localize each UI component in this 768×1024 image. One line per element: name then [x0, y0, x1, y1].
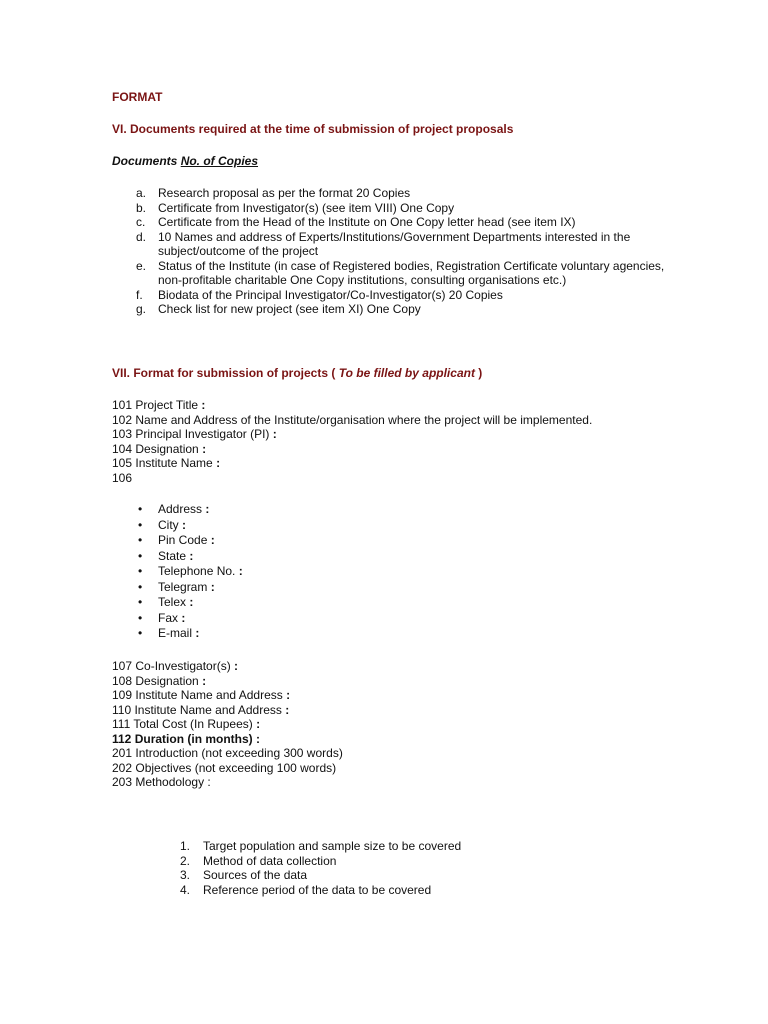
field-colon: : [207, 579, 215, 594]
list-marker: 4. [180, 882, 191, 897]
list-item-text: Target population and sample size to be covered [203, 839, 462, 853]
section-7-heading-suffix: ) [474, 366, 483, 380]
field-label: State [158, 548, 187, 563]
field-colon: : [186, 548, 194, 563]
field-label: City [158, 517, 179, 532]
list-marker: e. [136, 258, 147, 273]
list-item [180, 868, 461, 883]
list-marker: d. [136, 229, 147, 244]
list-item-text: Status of the Institute (in case of Registered bodies, Registration Certificate voluntary agencies, non-profitable charitable One Copy institutions, consulting organisations etc.) [158, 258, 665, 287]
field-label: 202 Objectives (not exceeding 100 words) [112, 760, 337, 775]
form-field [112, 775, 672, 790]
column-headers [112, 154, 258, 168]
field-label: 109 Institute Name and Address [112, 688, 283, 702]
bullet-icon: • [138, 564, 143, 578]
form-field [112, 442, 672, 457]
field-colon: : [198, 441, 207, 456]
form-field [112, 659, 672, 674]
list-item [136, 549, 243, 565]
field-colon: : [235, 564, 243, 578]
list-marker: f. [136, 287, 143, 302]
field-colon: : [178, 517, 187, 532]
list-item [136, 201, 676, 216]
list-item [136, 215, 676, 230]
form-field [112, 688, 672, 703]
field-label: E-mail [158, 626, 193, 640]
bullet-icon: • [138, 502, 143, 516]
section-7-heading [112, 366, 482, 380]
list-item [136, 595, 243, 611]
field-label: 107 Co-Investigator(s) [112, 659, 231, 673]
field-label: Telegram [158, 579, 208, 594]
list-marker: b. [136, 200, 147, 215]
methodology-list [180, 839, 461, 897]
bullet-icon: • [138, 548, 143, 563]
field-label: Pin Code [158, 533, 208, 547]
bullet-icon: • [138, 610, 143, 625]
field-colon: : [192, 626, 200, 640]
list-item [136, 626, 243, 642]
list-item-text: Check list for new project (see item XI) One Copy [158, 302, 421, 316]
field-colon: : [230, 659, 239, 673]
list-item [136, 259, 676, 288]
section-7-heading-italic: To be filled by applicant [338, 366, 475, 380]
list-item [136, 580, 243, 596]
form-field [112, 761, 672, 776]
field-label: 106 [112, 470, 133, 485]
field-colon: : [212, 456, 221, 470]
field-label: Telex [158, 595, 187, 609]
field-label: 112 Duration (in months) : [112, 731, 261, 746]
form-field [112, 717, 672, 732]
form-field [112, 703, 672, 718]
field-label: 105 Institute Name [112, 456, 213, 470]
field-label: 104 Designation [112, 441, 199, 456]
list-item [136, 288, 676, 303]
field-colon: : [198, 398, 206, 412]
form-field [112, 674, 672, 689]
list-marker: c. [136, 215, 146, 229]
form-field [112, 398, 672, 413]
list-item [180, 883, 461, 898]
list-marker: g. [136, 302, 147, 316]
list-item [136, 611, 243, 627]
field-colon: : [198, 673, 207, 688]
bullet-icon: • [138, 626, 143, 640]
field-label: 203 Methodology : [112, 775, 211, 789]
list-marker: 1. [180, 839, 191, 853]
field-label: 111 Total Cost (In Rupees) [112, 717, 253, 731]
bullet-icon: • [138, 579, 143, 594]
list-item-text: Research proposal as per the format 20 Copies [158, 186, 411, 200]
column-copies: No. of Copies [180, 154, 259, 168]
bullet-icon: • [138, 533, 143, 547]
field-colon: : [186, 595, 194, 609]
form-field [112, 746, 672, 761]
list-item [180, 839, 461, 854]
field-label: 101 Project Title [112, 398, 199, 412]
form-field [112, 413, 672, 428]
form-field [112, 732, 672, 747]
field-label: Fax [158, 610, 179, 625]
field-label: 110 Institute Name and Address [112, 702, 282, 717]
list-item-text: Method of data collection [203, 853, 337, 868]
list-item-text: Biodata of the Principal Investigator/Co-Investigator(s) 20 Copies [158, 287, 503, 302]
form-field [112, 456, 672, 471]
field-label: 103 Principal Investigator (PI) [112, 427, 270, 441]
list-marker: a. [136, 186, 147, 200]
field-colon: : [269, 427, 277, 441]
field-colon: : [202, 502, 210, 516]
list-item [136, 502, 243, 518]
section-6-heading: VI. Documents required at the time of submission of project proposals [112, 122, 514, 136]
bullet-icon: • [138, 517, 143, 532]
documents-list [136, 186, 676, 317]
list-item [136, 302, 676, 317]
list-item [136, 564, 243, 580]
list-item-text: Certificate from the Head of the Institute on One Copy letter head (see item IX) [158, 215, 576, 229]
list-item-text: 10 Names and address of Experts/Institutions/Government Departments interested in the subject/outcome of the project [158, 229, 631, 258]
list-marker: 3. [180, 868, 191, 882]
list-item [136, 518, 243, 534]
address-list [136, 502, 243, 642]
list-marker: 2. [180, 853, 191, 868]
form-fields-a [112, 398, 672, 485]
field-label: 108 Designation [112, 673, 199, 688]
field-colon: : [282, 688, 291, 702]
format-label: FORMAT [112, 90, 163, 104]
column-documents: Documents [112, 154, 178, 168]
field-label: Address [158, 502, 203, 516]
form-field [112, 471, 672, 486]
bullet-icon: • [138, 595, 143, 609]
field-label: 102 Name and Address of the Institute/organisation where the project will be implemented. [112, 412, 593, 427]
form-fields-b [112, 659, 672, 790]
field-colon: : [252, 717, 261, 731]
list-item-text: Reference period of the data to be covered [203, 882, 432, 897]
field-label: Telephone No. [158, 564, 236, 578]
field-colon: : [281, 702, 290, 717]
field-colon: : [178, 610, 186, 625]
form-field [112, 427, 672, 442]
field-colon: : [207, 533, 215, 547]
list-item-text: Certificate from Investigator(s) (see item VIII) One Copy [158, 200, 455, 215]
field-label: 201 Introduction (not exceeding 300 words) [112, 746, 343, 760]
list-item [136, 186, 676, 201]
list-item [136, 533, 243, 549]
section-7-heading-prefix: VII. Format for submission of projects ( [112, 366, 339, 380]
list-item [180, 854, 461, 869]
list-item [136, 230, 676, 259]
list-item-text: Sources of the data [203, 868, 308, 882]
